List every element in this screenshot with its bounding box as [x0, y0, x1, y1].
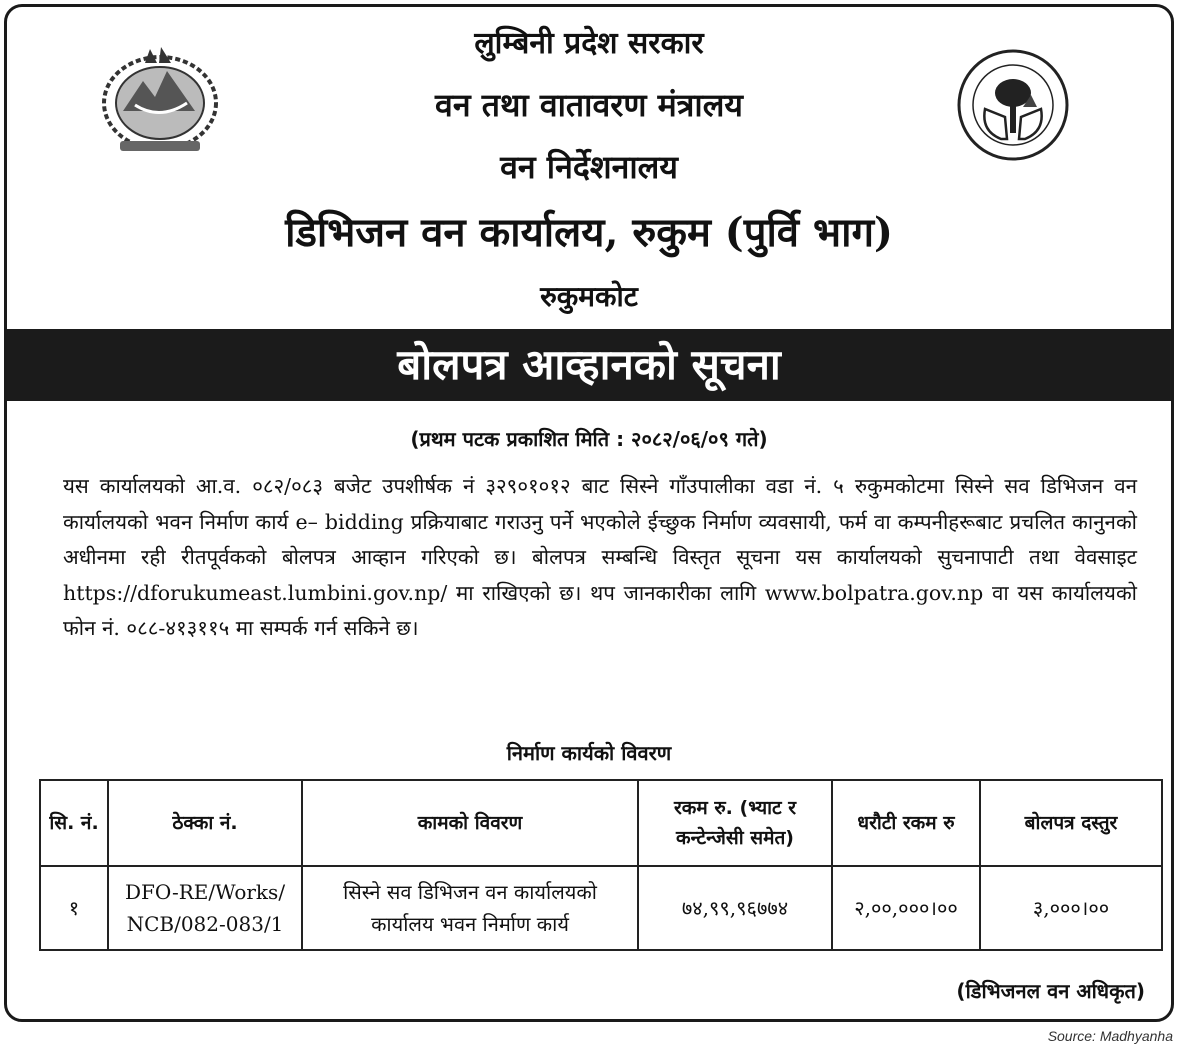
publication-date: (प्रथम पटक प्रकाशित मिति : २०८२/०६/०९ गते) — [410, 427, 768, 451]
notice-title-banner: बोलपत्र आव्हानको सूचना — [7, 329, 1171, 401]
cell-deposit: २,००,०००।०० — [832, 866, 980, 950]
office-location: रुकुमकोट — [540, 280, 638, 313]
source-credit: Source: Madhyanha — [1047, 1028, 1173, 1044]
cell-sn: १ — [40, 866, 108, 950]
notice-body: यस कार्यालयको आ.व. ०८२/०८३ बजेट उपशीर्षक नं ३२९०१०१२ बाट सिस्ने गाँउपालीका वडा नं. ५ रुकुमकोटमा सिस्ने सव डिभिजन वन कार्यालयको भवन निर्माण कार्य e– bidding प्रक्रियाबाट गराउनु पर्ने भएकोले ईच्छुक निर्माण व्यवसायी, फर्म वा कम्पनीहरूबाट प्रचलित कानुनको अधीनमा रही रीतपूर्वकको बोलपत्र आव्हान गरिएको छ। बोलपत्र सम्बन्धि विस्तृत सूचना यस कार्यालयको सुचनापाटी तथा वेवसाइट https://dforukumeast.lumbini.gov.np/ मा राखिएको छ। थप जानकारीका लागि www.bolpatra.gov.np वा यस कार्यालयको फोन नं. ०८८-४१३११५ मा सम्पर्क गर्न सकिने छ। — [63, 474, 1137, 640]
header-contract: ठेक्का नं. — [108, 780, 302, 866]
signature-officer: (डिभिजनल वन अधिकृत) — [956, 979, 1145, 1003]
cell-fee: ३,०००।०० — [980, 866, 1162, 950]
header-sn: सि. नं. — [40, 780, 108, 866]
header-deposit: धरौटी रकम रु — [832, 780, 980, 866]
table-row — [40, 866, 1162, 950]
table-title: निर्माण कार्यको विवरण — [506, 741, 672, 765]
header-amount: रकम रु. (भ्याट र कन्टेन्जेसी समेत) — [638, 780, 832, 866]
directorate-name: वन निर्देशनालय — [500, 148, 678, 186]
cell-amount: ७४,९९,९६७७४ — [638, 866, 832, 950]
ministry-name: वन तथा वातावरण मंत्रालय — [435, 86, 743, 124]
cell-contract: DFO-RE/Works/ NCB/082-083/1 — [108, 866, 302, 950]
header-fee: बोलपत्र दस्तुर — [980, 780, 1162, 866]
province-name: लुम्बिनी प्रदेश सरकार — [474, 26, 704, 61]
cell-description: सिस्ने सव डिभिजन वन कार्यालयको कार्यालय भवन निर्माण कार्य — [302, 866, 638, 950]
table-header-row — [40, 780, 1162, 866]
header-description: कामको विवरण — [302, 780, 638, 866]
works-table — [39, 779, 1163, 951]
office-name: डिभिजन वन कार्यालय, रुकुम (पुर्वि भाग) — [285, 209, 893, 256]
notice-frame — [4, 4, 1174, 1022]
